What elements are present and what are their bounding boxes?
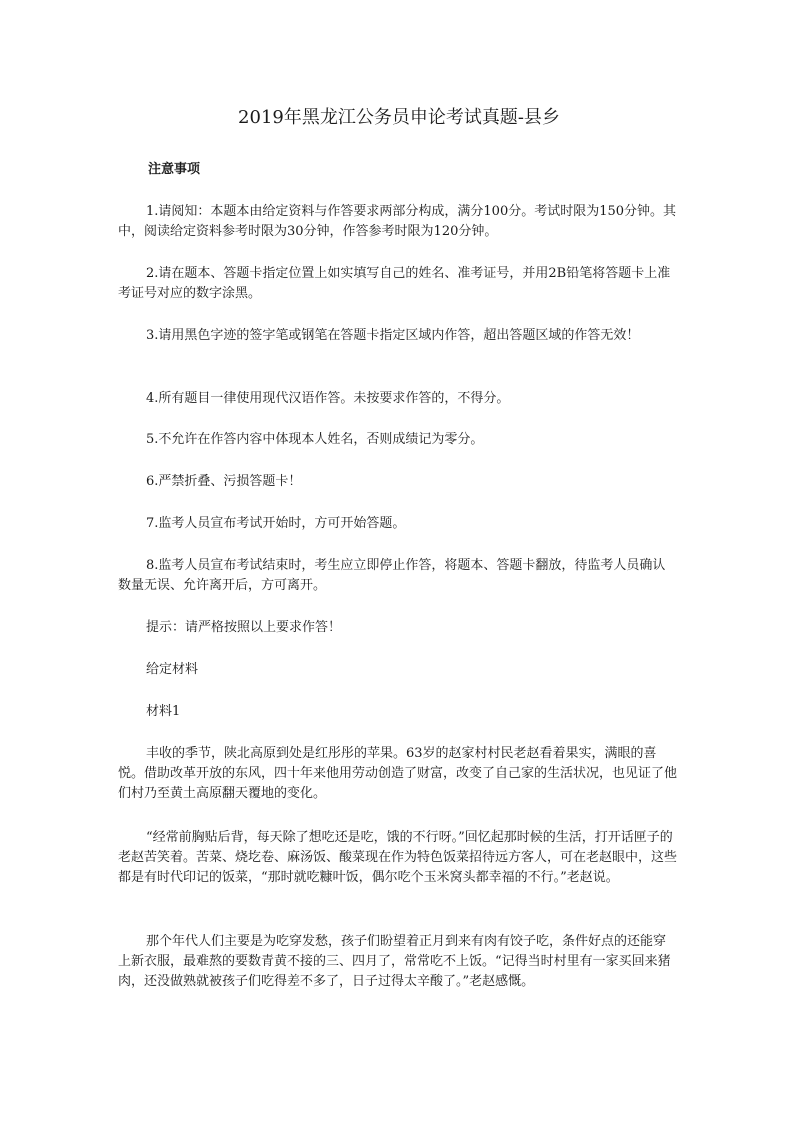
material-paragraph-2: “经常前胸贴后背，每天除了想吃还是吃，饿的不行呀。”回忆起那时候的生活，打开话匣子的老赵苦笑着。苦菜、烧圪卷、麻汤饭、酸菜现在作为特色饭菜招待远方客人，可在老赵眼中，这些都是有时代印记的饭菜，“那时就吃糠叶饭，偶尔吃个玉米窝头都幸福的不行。”老赵说。 bbox=[118, 830, 678, 885]
notice-item-2: 2.请在题本、答题卡指定位置上如实填写自己的姓名、准考证号，并用2B铅笔将答题卡上准考证号对应的数字涂黑。 bbox=[118, 266, 671, 301]
document-title: 2019年黑龙江公务员申论考试真题-县乡 bbox=[238, 107, 560, 128]
material-paragraph-1: 丰收的季节，陕北高原到处是红彤彤的苹果。63岁的赵家村村民老赵看着果实，满眼的喜悦。借助改革开放的东风，四十年来他用劳动创造了财富，改变了自己家的生活状况，也见证了他们村乃至黄土高原翻天覆地的变化。 bbox=[118, 746, 678, 801]
notice-item-7: 7.监考人员宣布考试开始时，方可开始答题。 bbox=[146, 516, 406, 531]
notice-item-6: 6.严禁折叠、污损答题卡！ bbox=[146, 474, 302, 489]
material-paragraph-3: 那个年代人们主要是为吃穿发愁，孩子们盼望着正月到来有肉有饺子吃，条件好点的还能穿上新衣服，最难熬的要数青黄不接的三、四月了，常常吃不上饭。“记得当时村里有一家买回来猪肉，还没做熟就被孩子们吃得差不多了，日子过得太辛酸了。”老赵感慨。 bbox=[118, 934, 671, 989]
notice-item-5: 5.不允许在作答内容中体现本人姓名，否则成绩记为零分。 bbox=[146, 432, 484, 447]
notice-item-8: 8.监考人员宣布考试结束时，考生应立即停止作答，将题本、答题卡翻放，待监考人员确认数量无误、允许离开后，方可离开。 bbox=[118, 558, 666, 593]
section-label: 给定材料 bbox=[146, 662, 199, 677]
notice-item-3: 3.请用黑色字迹的签字笔或钢笔在答题卡指定区域内作答，超出答题区域的作答无效！ bbox=[146, 328, 640, 343]
hint-text: 提示：请严格按照以上要求作答！ bbox=[146, 620, 342, 635]
notice-heading: 注意事项 bbox=[148, 162, 201, 177]
notice-item-1: 1.请阅知：本题本由给定资料与作答要求两部分构成，满分100分。考试时限为150分钟。其中，阅读给定资料参考时限为30分钟，作答参考时限为120分钟。 bbox=[118, 204, 677, 239]
notice-item-4: 4.所有题目一律使用现代汉语作答。未按要求作答的，不得分。 bbox=[146, 391, 510, 406]
material-label: 材料1 bbox=[146, 704, 181, 719]
